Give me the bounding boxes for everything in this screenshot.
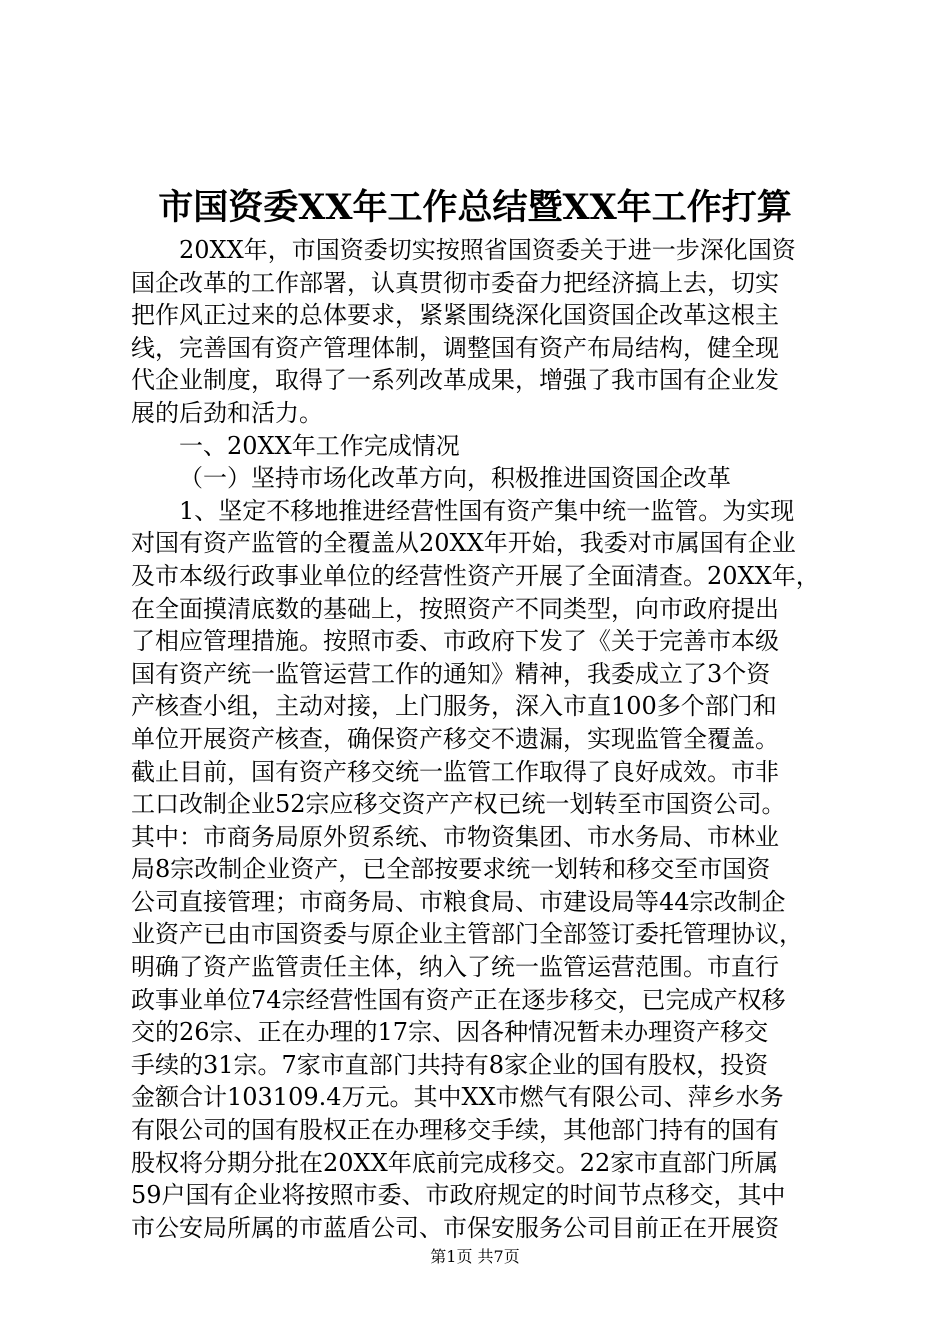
text-line: 工口改制企业52宗应移交资产产权已统一划转至市国资公司。 bbox=[131, 790, 786, 819]
text-line: 业资产已由市国资委与原企业主管部门全部签订委托管理协议， bbox=[131, 920, 803, 949]
text-line: 59户国有企业将按照市委、市政府规定的时间节点移交，其中 bbox=[131, 1181, 786, 1210]
text-line: 20XX年，市国资委切实按照省国资委关于进一步深化国资 bbox=[179, 236, 796, 264]
text-line: （一）坚持市场化改革方向，积极推进国资国企改革 bbox=[179, 464, 731, 493]
text-line: 市公安局所属的市蓝盾公司、市保安服务公司目前正在开展资 bbox=[131, 1213, 779, 1242]
text-line: 金额合计103109.4万元。其中XX市燃气有限公司、萍乡水务 bbox=[131, 1083, 784, 1112]
text-line: 股权将分期分批在20XX年底前完成移交。22家市直部门所属 bbox=[131, 1148, 779, 1177]
text-line: 展的后劲和活力。 bbox=[131, 398, 323, 427]
text-line: 把作风正过来的总体要求，紧紧围绕深化国资国企改革这根主 bbox=[131, 301, 779, 330]
text-line: 公司直接管理；市商务局、市粮食局、市建设局等44宗改制企 bbox=[131, 887, 786, 916]
text-line: 线，完善国有资产管理体制，调整国有资产布局结构，健全现 bbox=[131, 333, 779, 362]
document-body bbox=[131, 234, 831, 1244]
text-line: 交的26宗、正在办理的17宗、因各种情况暂未办理资产移交 bbox=[131, 1018, 769, 1047]
text-line: 政事业单位74宗经营性国有资产正在逐步移交，已完成产权移 bbox=[131, 985, 786, 1014]
text-line: 1、坚定不移地推进经营性国有资产集中统一监管。为实现 bbox=[179, 496, 795, 525]
text-line: 国有资产统一监管运营工作的通知》精神，我委成立了3个资 bbox=[131, 659, 771, 688]
text-line: 产核查小组，主动对接，上门服务，深入市直100多个部门和 bbox=[131, 692, 777, 721]
text-line: 及市本级行政事业单位的经营性资产开展了全面清查。20XX年， bbox=[131, 561, 820, 590]
text-line: 有限公司的国有股权正在办理移交手续，其他部门持有的国有 bbox=[131, 1116, 779, 1145]
text-line: 国企改革的工作部署，认真贯彻市委奋力把经济搞上去，切实 bbox=[131, 268, 779, 297]
text-line: 了相应管理措施。按照市委、市政府下发了《关于完善市本级 bbox=[131, 627, 779, 656]
text-line: 手续的31宗。7家市直部门共持有8家企业的国有股权，投资 bbox=[131, 1050, 769, 1079]
text-line: 明确了资产监管责任主体，纳入了统一监管运营范围。市直行 bbox=[131, 953, 779, 982]
text-line: 对国有资产监管的全覆盖从20XX年开始，我委对市属国有企业 bbox=[131, 529, 796, 558]
text-line: 单位开展资产核查，确保资产移交不遗漏，实现监管全覆盖。 bbox=[131, 724, 779, 753]
text-line: 代企业制度，取得了一系列改革成果，增强了我市国有企业发 bbox=[131, 366, 779, 395]
page-footer: 第1页 共7页 bbox=[430, 1247, 520, 1266]
text-line: 在全面摸清底数的基础上，按照资产不同类型，向市政府提出 bbox=[131, 594, 779, 623]
text-line: 一、20XX年工作完成情况 bbox=[179, 431, 460, 460]
text-line: 其中：市商务局原外贸系统、市物资集团、市水务局、市林业 bbox=[131, 822, 779, 851]
document-title: 市国资委XX年工作总结暨XX年工作打算 bbox=[158, 187, 792, 228]
text-line: 截止目前，国有资产移交统一监管工作取得了良好成效。市非 bbox=[131, 757, 779, 786]
text-line: 局8宗改制企业资产，已全部按要求统一划转和移交至市国资 bbox=[131, 855, 771, 884]
